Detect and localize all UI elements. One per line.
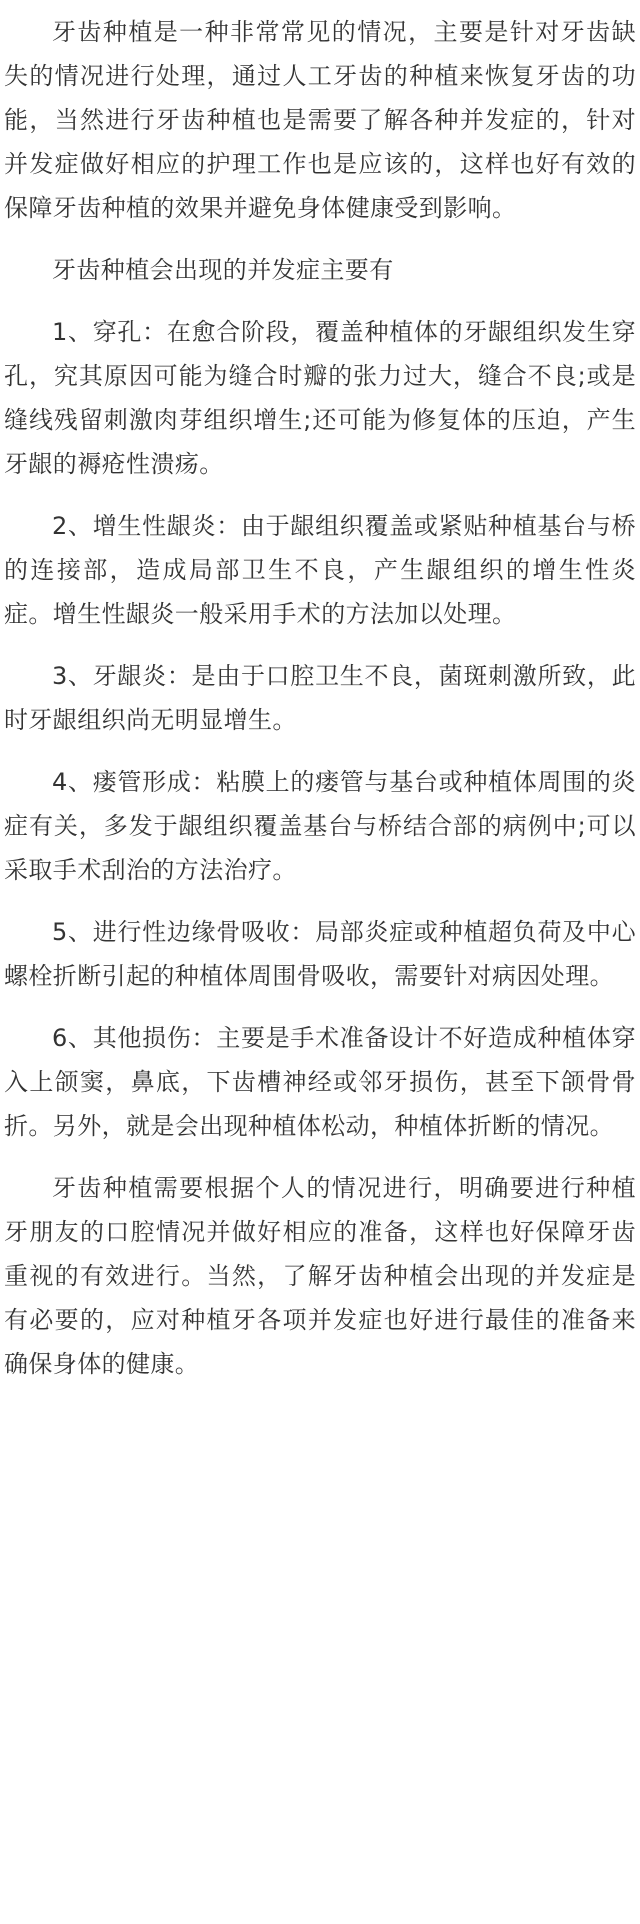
complications-heading: 牙齿种植会出现的并发症主要有	[52, 256, 394, 284]
complication-gingivitis: 3、牙龈炎：是由于口腔卫生不良，菌斑刺激所致，此时牙龈组织尚无明显增生。	[4, 662, 636, 734]
complication-other-injuries: 6、其他损伤：主要是手术准备设计不好造成种植体穿入上颌窦，鼻底，下齿槽神经或邻牙损伤，甚至下颌骨骨折。另外，就是会出现种植体松动，种植体折断的情况。	[4, 1024, 636, 1140]
intro-paragraph: 牙齿种植是一种非常常见的情况，主要是针对牙齿缺失的情况进行处理，通过人工牙齿的种植来恢复牙齿的功能，当然进行牙齿种植也是需要了解各种并发症的，针对并发症做好相应的护理工作也是应该的，这样也好有效的保障牙齿种植的效果并避免身体健康受到影响。	[4, 18, 636, 222]
complication-hyperplastic-gingivitis: 2、增生性龈炎：由于龈组织覆盖或紧贴种植基台与桥的连接部，造成局部卫生不良，产生龈组织的增生性炎症。增生性龈炎一般采用手术的方法加以处理。	[4, 512, 636, 628]
complication-perforation: 1、穿孔：在愈合阶段，覆盖种植体的牙龈组织发生穿孔，究其原因可能为缝合时瓣的张力过大，缝合不良;或是缝线残留刺激肉芽组织增生;还可能为修复体的压迫，产生牙龈的褥疮性溃疡。	[4, 318, 636, 478]
complication-fistula: 4、瘘管形成：粘膜上的瘘管与基台或种植体周围的炎症有关，多发于龈组织覆盖基台与桥结合部的病例中;可以采取手术刮治的方法治疗。	[4, 768, 636, 884]
complication-bone-resorption: 5、进行性边缘骨吸收：局部炎症或种植超负荷及中心螺栓折断引起的种植体周围骨吸收，需要针对病因处理。	[4, 918, 636, 990]
conclusion-paragraph: 牙齿种植需要根据个人的情况进行，明确要进行种植牙朋友的口腔情况并做好相应的准备，这样也好保障牙齿重视的有效进行。当然，了解牙齿种植会出现的并发症是有必要的，应对种植牙各项并发症也好进行最佳的准备来确保身体的健康。	[4, 1174, 636, 1378]
